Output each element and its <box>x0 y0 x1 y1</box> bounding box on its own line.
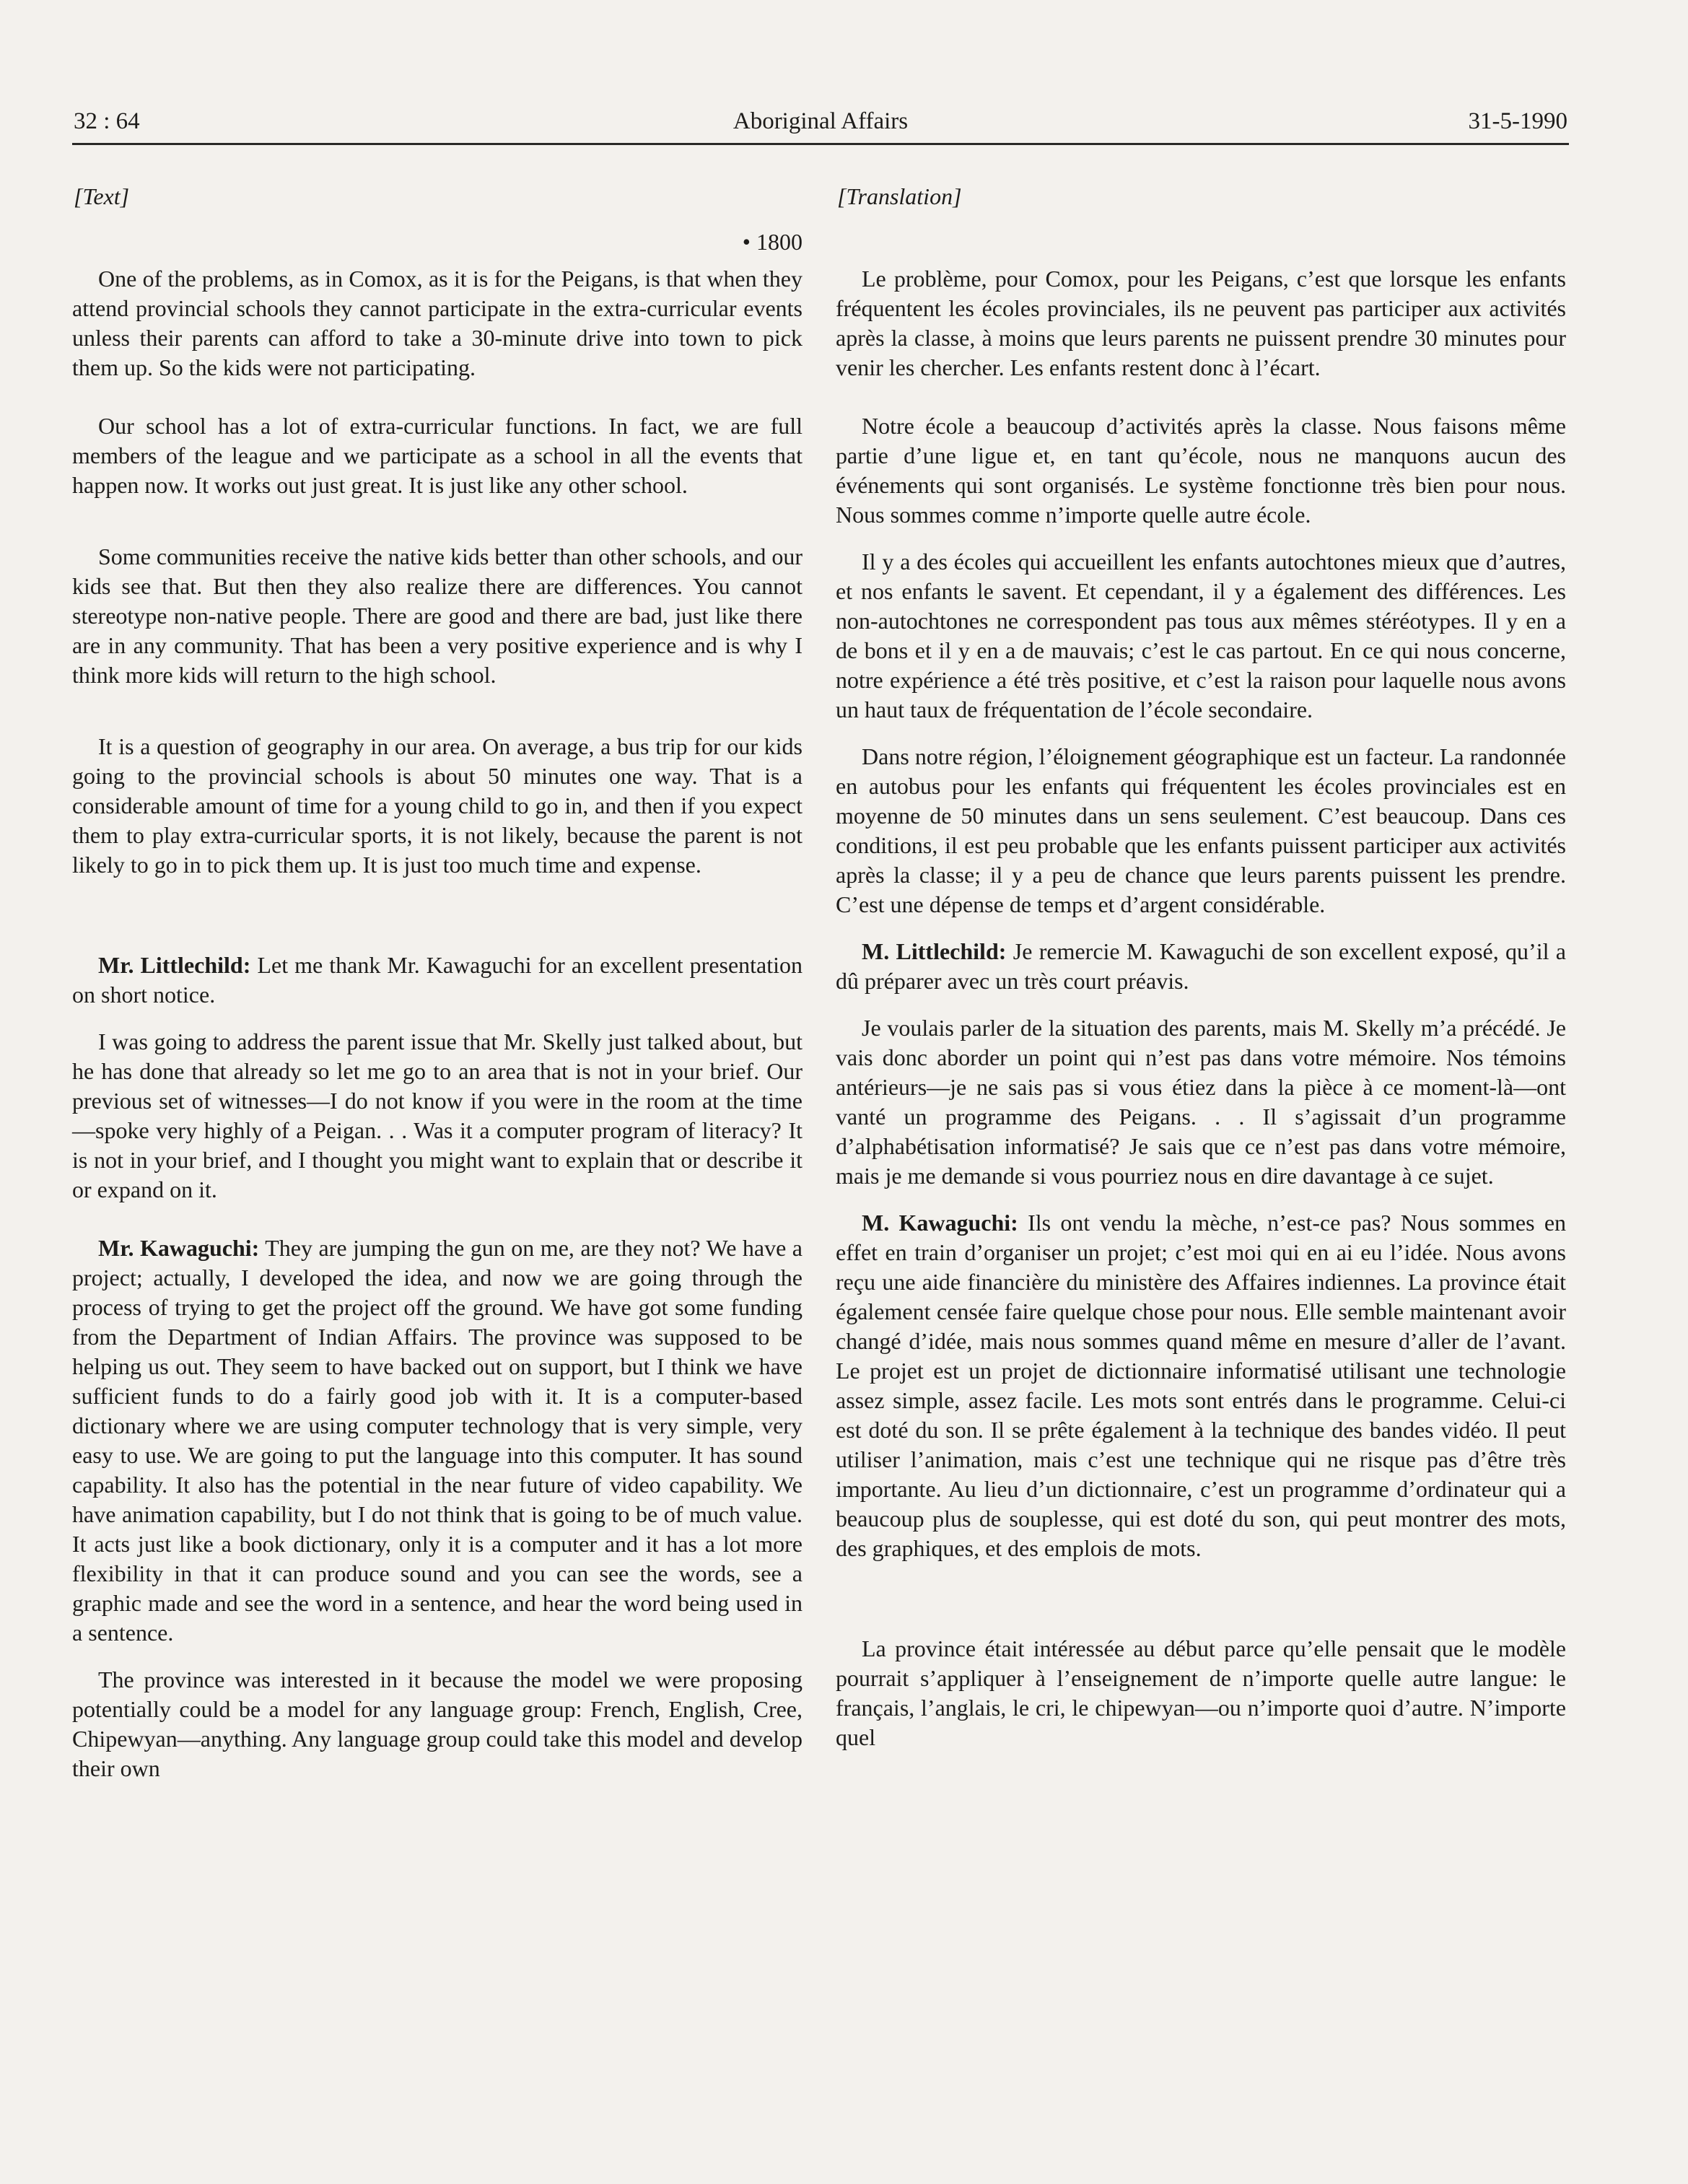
paragraph: M. Littlechild: Je remercie M. Kawaguchi de son excellent exposé, qu’il a dû préparer avec un très court préavis. <box>836 938 1567 994</box>
publication-title: Aboriginal Affairs <box>733 108 909 134</box>
paragraph: Mr. Littlechild: Let me thank Mr. Kawaguchi for an excellent presentation on short notice. <box>72 952 803 1008</box>
paragraph: Notre école a beaucoup d’activités après la classe. Nous faisons même partie d’une ligue et, en tant qu’école, nous ne manquons aucun des événements qui sont organisés. Le système fonctionne très bien pour nous. Nous sommes comme n’importe quelle autre école. <box>836 413 1566 528</box>
english-column <box>72 182 803 1783</box>
paragraph: It is a question of geography in our area. On average, a bus trip for our kids going to the provincial schools is about 50 minutes one way. That is a considerable amount of time for a young child to go in, and then if you expect them to play extra-curricular sports, it is not likely, because the parent is not likely to go in to pick them up. It is just too much time and expense. <box>72 733 803 878</box>
paragraph: Il y a des écoles qui accueillent les enfants autochtones mieux que d’autres, et nos enfants le savent. Et cependant, il y a également des différences. Les non-autochtones ne correspondent pas tous aux mêmes stéréotypes. Il y en a de bons et il y en a de mauvais; c’est le cas partout. En ce qui nous concerne, notre expérience a été très positive, et c’est la raison pour laquelle nous avons un haut taux de fréquentation de l’école secondaire. <box>836 549 1566 722</box>
page-date: 31-5-1990 <box>1468 108 1567 134</box>
french-column <box>836 182 1566 1752</box>
paragraph: Mr. Kawaguchi: They are jumping the gun on me, are they not? We have a project; actually, I developed the idea, and now we are going through the process of trying to get the project off the ground. We have got some funding from the Department of Indian Affairs. The province was supposed to be helping us out. They seem to have backed out on support, but I think we have sufficient funds to do a fairly good job with it. It is a computer-based dictionary where we are using computer technology that is very simple, very easy to use. We are going to put the language into this computer. It has sound capability. It also has the potential in the near future of video capability. We have animation capability, but I do not think that is going to be of much value. It acts just like a book dictionary, only it is a computer and it has a lot more flexibility in that it can produce sound and you can see the words, see a graphic made and see the word in a sentence, and hear the word being used in a sentence. <box>72 1235 803 1646</box>
paragraph: M. Kawaguchi: Ils ont vendu la mèche, n’est-ce pas? Nous sommes en effet en train d’organiser un projet; c’est moi qui en ai eu l’idée. Nous avons reçu une aide financière du ministère des Affaires indiennes. La province était également censée faire quelque chose pour nous. Elle semble maintenant avoir changé d’idée, mais nous sommes quand même en mesure d’aller de l’avant. Le projet est un projet de dictionnaire informatisé utilisant une technologie assez simple, assez facile. Les mots sont entrés dans le programme. Celui-ci est doté du son. Il se prête également à la technique des bandes vidéo. Il peut utiliser l’animation, mais c’est une technique qui ne risque pas d’être très importante. Au lieu d’un dictionnaire, c’est un programme d’ordinateur qui a beaucoup plus de souplesse, qui est doté du son, qui peut montrer des mots, des graphiques, et des emplois de mots. <box>836 1210 1567 1561</box>
paragraph: Le problème, pour Comox, pour les Peigans, c’est que lorsque les enfants fréquentent les écoles provinciales, ils ne peuvent pas participer aux activités après la classe, à moins que leurs parents ne puissent prendre 30 minutes pour venir les chercher. Les enfants restent donc à l’écart. <box>836 266 1566 380</box>
time-marker: • 1800 <box>742 229 803 255</box>
paragraph: La province était intéressée au début parce qu’elle pensait que le modèle pourrait s’appliquer à l’enseignement de n’importe quelle autre langue: le français, l’anglais, le cri, le chipewyan—ou n’importe quoi d’autre. N’importe quel <box>836 1635 1566 1750</box>
column-tag: [Translation] <box>837 183 962 209</box>
paragraph: Our school has a lot of extra-curricular functions. In fact, we are full members of the league and we participate as a school in all the events that happen now. It works out just great. It is just like any other school. <box>72 413 803 498</box>
paragraph: I was going to address the parent issue that Mr. Skelly just talked about, but he has done that already so let me go to an area that is not in your brief. Our previous set of witnesses—I do not know if you were in the room at the time—spoke very highly of a Peigan. . . Was it a computer program of literacy? It is not in your brief, and I thought you might want to explain that or describe it or expand on it. <box>72 1028 803 1202</box>
speaker-name: Mr. Kawaguchi: <box>98 1235 260 1261</box>
speaker-name: M. Kawaguchi: <box>862 1210 1018 1236</box>
column-tag: [Text] <box>74 183 130 209</box>
page-header <box>72 100 1569 145</box>
page-number: 32 : 64 <box>74 108 140 134</box>
paragraph: Some communities receive the native kids better than other schools, and our kids see that. But then they also realize there are differences. You cannot stereotype non-native people. There are good and there are bad, just like there are in any community. That has been a very positive experience and is why I think more kids will return to the high school. <box>72 543 803 688</box>
paragraph: Je voulais parler de la situation des parents, mais M. Skelly m’a précédé. Je vais donc aborder un point qui n’est pas dans votre mémoire. Nos témoins antérieurs—je ne sais pas si vous étiez dans la pièce à ce moment-là—ont vanté un programme des Peigans. . . Il s’agissait d’un programme d’alphabétisation informatisé? Je sais que ce n’est pas dans votre mémoire, mais je me demande si vous pourriez nous en dire davantage à ce sujet. <box>836 1015 1566 1189</box>
paragraph: One of the problems, as in Comox, as it is for the Peigans, is that when they attend provincial schools they cannot participate in the extra-curricular events unless their parents can afford to take a 30-minute drive into town to pick them up. So the kids were not participating. <box>72 266 803 380</box>
paragraph: The province was interested in it because the model we were proposing potentially could be a model for any language group: French, English, Cree, Chipewyan—anything. Any language group could take this model and develop their own <box>72 1667 803 1781</box>
speaker-name: Mr. Littlechild: <box>98 952 251 978</box>
speaker-name: M. Littlechild: <box>862 938 1007 964</box>
paragraph: Dans notre région, l’éloignement géographique est un facteur. La randonnée en autobus pour les enfants qui fréquentent les écoles provinciales est en moyenne de 50 minutes dans un sens seulement. C’est beaucoup. Dans ces conditions, il est peu probable que les enfants puissent participer aux activités après la classe; il y a peu de chance que leurs parents puissent les prendre. C’est une dépense de temps et d’argent considérable. <box>836 743 1566 917</box>
